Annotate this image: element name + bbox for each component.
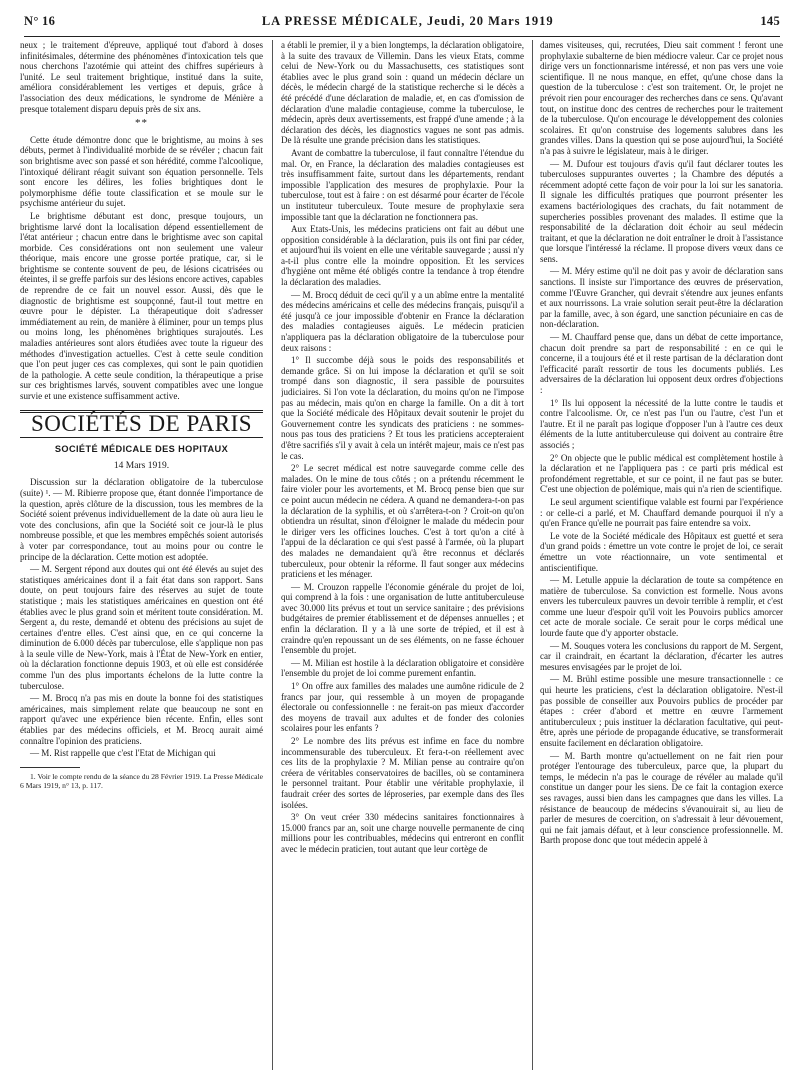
section-title: SOCIÉTÉS DE PARIS [30,410,253,436]
paragraph: 1° Ils lui opposent la nécessité de la lutte contre le taudis et contre l'alcoolisme. Or, ce n'est pas l'un ou l'autre, c'est l'un et l'autre. Et il ne paraît pas logique d'opposer l'un à l'autre ces deux éléments de la lutte antituberculeuse qui doivent au contraire être associés ; [540,397,783,450]
paragraph: dames visiteuses, qui, recrutées, Dieu sait comment ! feront une prophylaxie subalterne de bien médiocre valeur. Car ce projet nous dirige vers un fonctionnarisme intéressé, et non pas vers une voie scientifique. Il ne nous manque, en effet, qu'une chose dans la question de la tuberculose : c'est son traitement. Or, le projet ne prévoit rien pour encourager des recherches dans ce sens. Qu'avant tout, on institue donc des centres de recherches pour le traitement de la tuberculose. Qu'on encourage le développement des colonies scolaires. Et qu'on construise des logements salubres dans les grandes villes. Dans la question qui se pose aujourd'hui, la Société n'a pas à suivre le législateur, mais à le diriger. [540,40,783,156]
paragraph: — M. Brocq n'a pas mis en doute la bonne foi des statistiques américaines, mais simplement relate que beaucoup ne sont en rapport qu'avec une expérience bien récente. Enfin, elles sont établies par des médecins officiels, et M. Brocq aurait aimé connaître l'opinion des praticiens. [20,693,263,746]
paragraph: Discussion sur la déclaration obligatoire de la tuberculose (suite) ¹. — M. Ribierre propose que, étant donnée l'importance de la question, après clôture de la discussion, tous les membres de la Société soient prévenus individuellement de la date où aura lieu le vote des conclusions, afin que la Société soit ce jour-là le plus nombreuse possible, et que les membres empêchés soient autorisés à voter par correspondance, tout au moins pour ou contre le principe de la déclaration. Cette motion est adoptée. [20,477,263,562]
paragraph: 1° Il succombe déjà sous le poids des responsabilités et demande grâce. Si on lui impose la déclaration et qu'il se soit trompé dans son diagnostic, il sera passible de poursuites judiciaires. Si l'on vote la déclaration, du moins qu'on ne l'impose pas au médecin, mais qu'on en charge la famille. On a dit à tort que la Société médicale des Hôpitaux devait soutenir le projet du Gouvernement contre les syndicats des praticiens : ne sommes-nous pas tous des praticiens ? Et tous les praticiens accepteraient d'être sacrifiés s'il y avait à cela un intérêt majeur, mais ce n'est pas le cas. [281,355,524,461]
column-2 [281,40,524,1072]
paragraph: 2° Le nombre des lits prévus est infime en face du nombre incommensurable des tuberculeux. Et fera-t-on réellement avec ces lits de la prophylaxie ? M. Milian pense au contraire qu'on créera de véritables conservatoires de bacilles, où se contaminera le personnel traitant. Pour établir une véritable prophylaxie, il faudrait créer des sortes de léproseries, par exemple dans des îles isolées. [281,736,524,810]
footnote: 1. Voir le compte rendu de la séance du 28 Février 1919. La Presse Médicale 6 Mars 1919, n° 13, p. 117. [20,771,263,790]
paragraph: neux ; le traitement d'épreuve, appliqué tout d'abord à doses infinitésimales, détermine des phénomènes d'intoxication tels que nous cherchons l'azotémie qui atteint des chiffres supérieurs à l'unité. Le seul traitement brightique, institué dans la suite, améliora considérablement les vertiges et depuis, grâce à l'association des deux médications, le syndrome de Ménière a presque totalement disparu depuis près de six ans. [20,40,263,114]
paragraph: — M. Dufour est toujours d'avis qu'il faut déclarer toutes les tuberculoses suppurantes ouvertes ; la Chambre des députés a récemment adopté cette façon de voir pour la loi sur les sanatoria. Il signale les difficultés pratiques que pourront présenter les examens bactériologiques des crachats, du fait notamment de supercheries possibles provenant des malades. Il estime que la responsabilité de la déclaration doit échoir au seul médecin traitant, et que la déclaration ne doit entraîner le droit à l'assistance que lorsque l'intéressé la réclame. Il propose divers vœux dans ce sens. [540,158,783,264]
paragraph: — M. Méry estime qu'il ne doit pas y avoir de déclaration sans sanctions. Il insiste sur l'importance des œuvres de préservation, comme l'Œuvre Grancher, qui devrait s'étendre aux jeunes enfants et aux nourrissons. La vraie solution serait peut-être la déclaration par la famille, avec, à son égard, une sanction pécuniaire en cas de non-déclaration. [540,266,783,330]
paragraph: a établi le premier, il y a bien longtemps, la déclaration obligatoire, à la suite des travaux de Villemin. Dans les vieux Etats, comme celui de New-York ou du Massachusetts, ces statistiques sont établies avec le plus grand soin : quand un médecin déclare un décès, le médecin chargé de la statistique recherche si le décès a été précédé d'une déclaration de maladie, et, en cas d'omission de déclaration d'une maladie contagieuse, comme la tuberculose, le médecin, après deux avertissements, est frappé d'une amende ; à la déclaration des décès, les diagnostics vagues ne sont pas admis. De là résulte une grande précision dans les statistiques. [281,40,524,146]
paragraph: — M. Crouzon rappelle l'économie générale du projet de loi, qui comprend à la fois : une organisation de lutte antituberculeuse avec 30.000 lits prévus et tout un service sanitaire ; des prévisions budgétaires de premier établissement et de dépenses annuelles ; et enfin la déclaration. Il y a là une sorte de trépied, et il est à craindre qu'en repoussant un de ses éléments, on ne fasse échouer l'ensemble du projet. [281,581,524,656]
footnote-rule [20,767,80,768]
paragraph: — M. Letulle appuie la déclaration de toute sa compétence en matière de tuberculose. Sa conviction est formelle. Nous avons envers les tuberculeux pauvres un devoir terrible à remplir, et c'est comme une lueur d'espoir qu'il voit les Pouvoirs publics amorcer cet acte de morale sociale. Ce serait pour le corps médical une lourde faute que d'y apporter obstacle. [540,575,783,639]
paragraph: Le brightisme débutant est donc, presque toujours, un brightisme larvé dont la localisation dépend essentiellement de l'état antérieur ; chacun entre dans le brightisme avec son capital morbide. Ces considérations ont non seulement une valeur théorique, mais encore une grosse portée pratique, car, si le brightisme se contente souvent de peu, de lésions cicatrisées ou éteintes, il se greffe parfois sur des lésions encore actives, capables de reprendre de ce fait un nouvel essor. Aussi, dès que le diagnostic de brightisme est soupçonné, faut-il tout mettre en œuvre pour le dépister. La thérapeutique doit s'adresser immédiatement au rein, de manière à éliminer, pour un temps plus ou moins long, les phénomènes brightiques surajoutés. Les maladies antérieures sont alors étudiées avec toute la rigueur des méthodes d'investigation actuelles. C'est à cette seule condition que l'on peut juger ces cas complexes, qui sont le pain quotidien de la pathologie. A cette seule condition, la thérapeutique a prise sur ces brightismes larvés, souvent compatibles avec une longue survie et une existence suffisamment active. [20,210,263,401]
paragraph: Avant de combattre la tuberculose, il faut connaître l'étendue du mal. Or, en France, la déclaration des maladies contagieuses est très insuffisamment faite, surtout dans les départements, rendant impossible l'application des mesures de prophylaxie. Pour la tuberculose, tout est à faire : on est désarmé pour écarter de l'école un instituteur tuberculeux. Toute mesure de prophylaxie sera impossible tant que la déclaration ne fonctionnera pas. [281,147,524,222]
paragraph: Le vote de la Société médicale des Hôpitaux est guetté et sera d'un grand poids : émettre un vote contre le projet de loi, ce serait émettre un vote réactionnaire, un vote sentimental et antiscientifique. [540,530,783,573]
paragraph: Le seul argument scientifique valable est fourni par l'expérience : or celle-ci a parlé, et M. Chauffard demande pourquoi il n'y a qu'en France qu'elle ne pourrait pas faire entendre sa voix. [540,496,783,529]
paragraph: — M. Milian est hostile à la déclaration obligatoire et considère l'ensemble du projet de loi comme purement enfantin. [281,657,524,679]
paragraph: Aux Etats-Unis, les médecins praticiens ont fait au début une opposition considérable à la déclaration, puis ils ont fini par céder, et aujourd'hui ils voient en elle une véritable sauvegarde ; aussi n'y a-t-il plus contre elle la moindre opposition. Et les services d'hygiène ont même été obligés contre la tendance à trop étendre la déclaration des maladies. [281,224,524,288]
session-date: 14 Mars 1919. [113,460,170,471]
issue-number: N° 16 [24,14,56,28]
paragraph: Cette étude démontre donc que le brightisme, au moins à ses débuts, permet à l'individualité morbide de se révéler ; chacun fait son brightisme avec son passé et son hérédité, comme l'alcoolique, l'intoxiqué délirant réagit suivant son équation personnelle. Tels sont encore les délires, les folies brightiques dont le polymorphisme défie toute classification et se moule sur le psychisme antérieur du sujet. [20,134,263,209]
paragraph: — M. Rist rappelle que c'est l'Etat de Michigan qui [30,748,216,759]
paragraph: — M. Brühl estime possible une mesure transactionnelle : ce qui heurte les praticiens, c'est la déclaration obligatoire. N'est-il pas possible de conseiller aux Pouvoirs publics de procéder par étapes : créer d'abord et mettre en œuvre l'armement antituberculeux ; puis instituer la déclaration facultative, qui peut-être, après une période de propagande éducative, se transformerait ensuite facilement en déclaration obligatoire. [540,674,783,748]
column-1 [20,40,263,1072]
paragraph: — M. Barth montre qu'actuellement on ne fait rien pour protéger l'entourage des tuberculeux, parce que, la plupart du temps, le médecin n'a pas le courage de révéler au malade qu'il constitue un danger pour les siens. De ce fait la contagion exerce ses ravages, aussi bien dans les campagnes que dans les villes. La résistance de beaucoup de médecins s'évanouirait si, au lieu de parler de mesures de coercition, on s'adressait à leur dévouement, qui ne fait jamais défaut, et à leur conscience professionnelle. M. Barth propose donc que tout médecin appelé à [540,750,783,846]
page-number: 145 [760,14,780,28]
paragraph: 3° On veut créer 330 médecins sanitaires fonctionnaires à 15.000 francs par an, soit une charge nouvelle permanente de cinq millions pour les contribuables, médecins qui entreront en conflit avec le médecin praticien, tout autant que leur cortège de [281,812,524,854]
paragraph: 2° On objecte que le public médical est complètement hostile à la déclaration et ne l'appliquera pas : ce parti pris médical est profondément regrettable, et sur ce point, il ne faut pas se buter. C'est une objection de polémique, mais qui n'a rien de scientifique. [540,452,783,495]
header-rule [24,36,780,37]
society-title: SOCIÉTÉ MÉDICALE DES HOPITAUX [54,444,229,455]
page-header [24,14,780,34]
column-divider [272,40,273,1070]
column-3 [540,40,783,1072]
paragraph: 2° Le secret médical est notre sauvegarde comme celle des malades. On le mine de tous côtés ; on a prétendu récemment le faire violer pour les avortements, et M. Brocq pense bien que sur ce point aucun médecin ne cédera. A quand ne demandera-t-on pas la déclaration de la syphilis, et où s'arrêtera-t-on ? Croit-on qu'on obtiendra un résultat, sinon d'éloigner le malade du médecin pour le diriger vers les officines louches. C'est à tort qu'on a cité à l'appui de la déclaration ce qui s'est passé à l'armée, où la plupart des malades ne demandaient qu'à être reconnus et déclarés tuberculeux, pour obtenir la réforme. Il faut songer aux médecins praticiens et les ménager. [281,463,524,580]
section-heading-box [20,410,263,439]
paragraph: — M. Brocq déduit de ceci qu'il y a un abîme entre la mentalité des médecins américains et celle des médecins français, puisqu'il a été jusqu'à ce jour impossible d'obtenir en France la déclaration des maladies contagieuses aiguës. Le médecin praticien n'appliquera pas la déclaration obligatoire de la tuberculose pour deux raisons : [281,289,524,353]
journal-title: LA PRESSE MÉDICALE, Jeudi, 20 Mars 1919 [261,14,554,28]
paragraph: — M. Souques votera les conclusions du rapport de M. Sergent, car il craindrait, en écartant la déclaration, d'écarter les autres mesures envisagées par le projet de loi. [540,640,783,672]
column-divider [532,40,533,1070]
paragraph: — M. Chauffard pense que, dans un débat de cette importance, chacun doit prendre sa part de responsabilité : en ce qui le concerne, il a toujours été et il reste partisan de la déclaration dont l'efficacité paraît ressortir de tous les documents publiés. Les adversaires de la déclaration lui opposent deux ordres d'objections : [540,332,783,395]
paragraph: 1° On offre aux familles des malades une aumône ridicule de 2 francs par jour, qui ressemble à un moyen de propagande électorale ou confessionnelle : ne ferait-on pas mieux d'accorder des moyens de travail aux adultes et de fonder des colonies scolaires pour les enfants ? [281,681,524,734]
section-separator: ** [135,117,148,130]
paragraph: — M. Sergent répond aux doutes qui ont été élevés au sujet des statistiques américaines dont il a fait état dans son rapport. Sans doute, on peut toujours faire des réserves au sujet de toute statistique ; mais les statistiques américaines en question ont été établies avec le plus grand soin et méritent toute considération. M. Sergent a, du reste, demandé et obtenu des précisions au sujet de certaines d'entre elles. C'est ainsi que, en ce qui concerne la diminution de 6.000 décès par tuberculose, elle s'applique non pas à la seule ville de New-York, mais à l'État de New-York en entier, où la déclaration fonctionne depuis 1903, et où elle est considérée comme l'un des plus importants échelons de la lutte contre la tuberculose. [20,564,263,691]
